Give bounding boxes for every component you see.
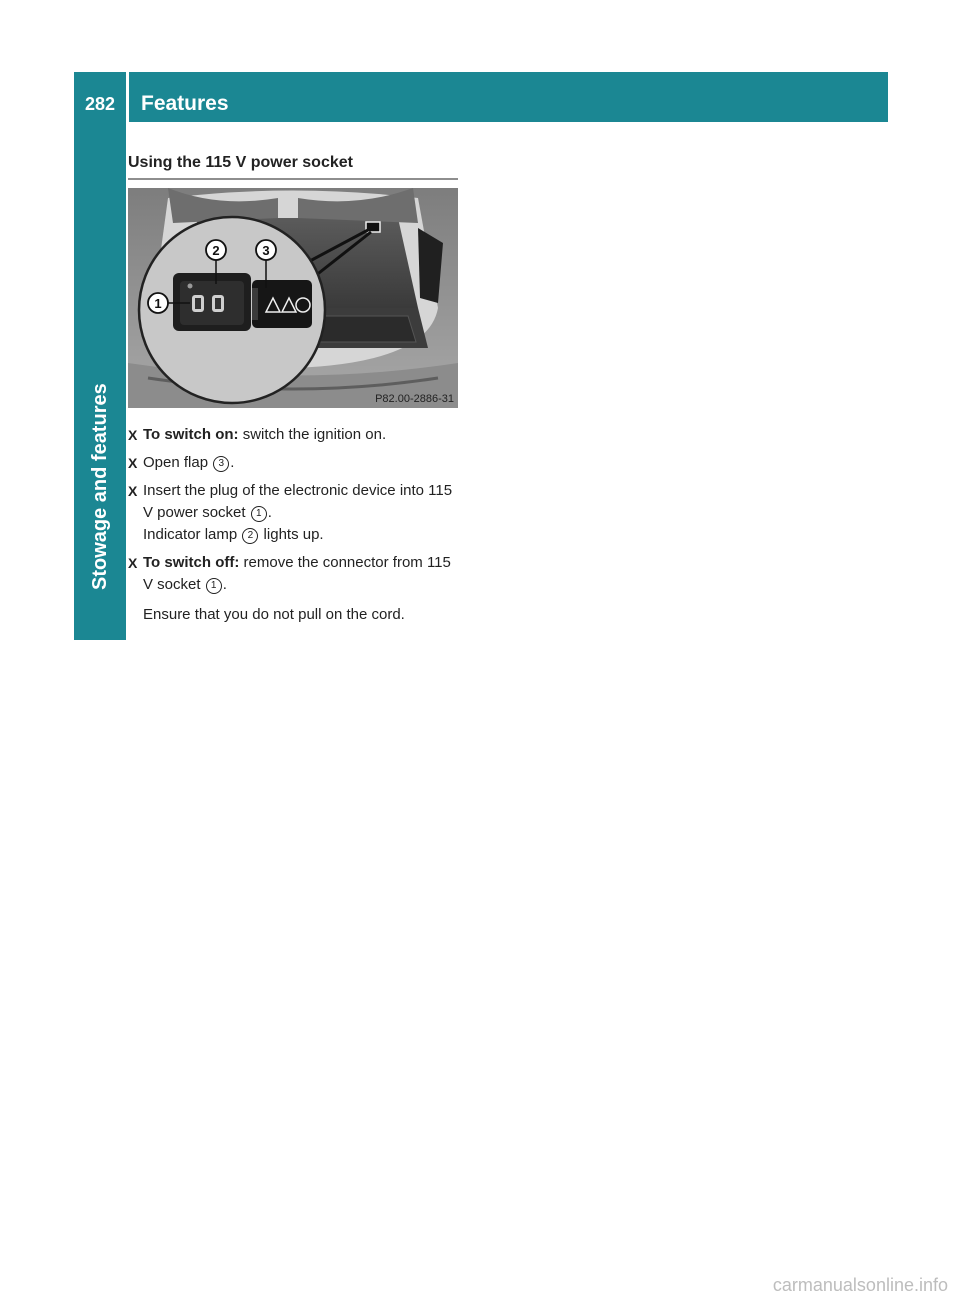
- step-text-end: .: [230, 454, 235, 471]
- header-divider: [126, 72, 129, 122]
- step-text: switch the ignition on.: [238, 426, 387, 443]
- step-open-flap: [128, 452, 460, 474]
- figure-illustration: [128, 188, 458, 408]
- step-text: remove the connector from 115 V socket: [143, 554, 451, 593]
- power-socket-figure: [128, 188, 458, 408]
- step-note: [143, 524, 460, 546]
- step-switch-off: [128, 552, 460, 626]
- step-insert-plug: [128, 480, 460, 546]
- callout-3: 3: [262, 243, 270, 258]
- ref-circle: 2: [242, 528, 258, 544]
- ref-circle: 3: [213, 456, 229, 472]
- side-tab-label: Stowage and features: [89, 383, 111, 590]
- figure-code: P82.00-2886-31: [375, 393, 454, 405]
- step-arrow-icon: X: [128, 455, 138, 471]
- callout-1: 1: [154, 296, 162, 311]
- instruction-list: [128, 424, 460, 632]
- step-note: Ensure that you do not pull on the cord.: [143, 606, 405, 623]
- section-title: Features: [141, 92, 229, 115]
- ref-circle: 1: [206, 578, 222, 594]
- step-switch-on: [128, 424, 460, 446]
- page-heading: Using the 115 V power socket: [128, 154, 458, 180]
- callout-2: 2: [212, 243, 220, 258]
- note-text: Indicator lamp: [143, 526, 242, 543]
- step-text: Open flap: [143, 454, 213, 471]
- step-text-end: .: [267, 504, 272, 521]
- step-arrow-icon: X: [128, 483, 138, 499]
- step-arrow-icon: X: [128, 555, 138, 571]
- step-text: Insert the plug of the electronic device into 115 V power socket: [143, 482, 453, 521]
- watermark: carmanualsonline.info: [772, 1275, 948, 1295]
- step-label: To switch on:: [143, 426, 239, 443]
- step-label: To switch off:: [143, 554, 240, 571]
- step-arrow-icon: X: [128, 427, 138, 443]
- ref-circle: 1: [251, 506, 267, 522]
- step-text-end: .: [222, 576, 227, 593]
- note-text-end: lights up.: [259, 526, 324, 543]
- page-number: 282: [84, 94, 116, 114]
